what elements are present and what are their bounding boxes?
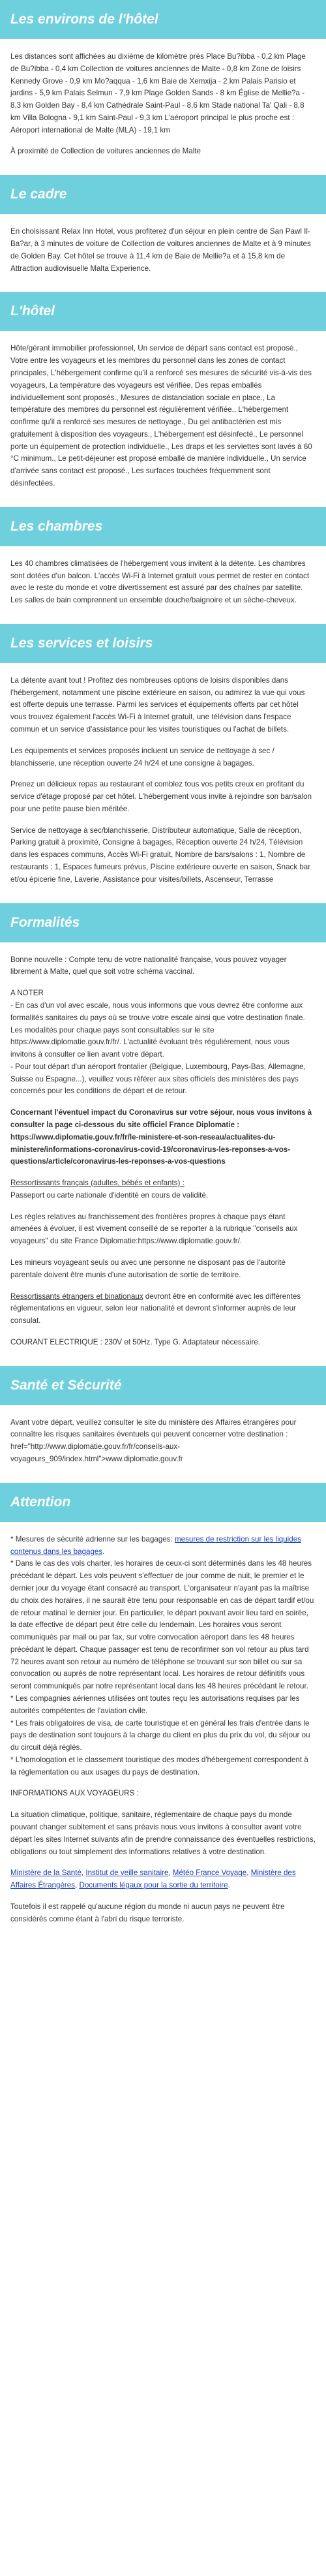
- section-content-environs: [0, 39, 326, 175]
- services-paragraph-2: Les équipements et services proposés incluent un service de nettoyage à sec / blanchisserie, une réception ouverte 24 h/24 et une consigne à bagages.: [10, 746, 274, 768]
- info-voyageurs-text: La situation climatique, politique, sanitaire, réglementaire de chaque pays du monde pouvant changer subitement et sans préavis nous vous invitons à consulter avant votre départ les sites Internet suivants afin de prendre connaissance des éventuelles restrictions, obligations ou tout simplement des informations relatives à votre destination.: [10, 1810, 316, 1856]
- formalites-paragraph-4: - Pour tout départ d'un aéroport frontalier (Belgique, Luxembourg, Pays-Bas, Allemagne, Suisse ou Espagne...), veuillez vous référer aux sites officiels des ministères des pays concernés pour les conditions de départ et de retour.: [10, 1062, 306, 1096]
- section-cadre: [0, 175, 326, 292]
- formalites-paragraph-3: Les modalités pour chaque pays sont consultables sur le site https://www.diplomatie.gouv.fr/fr/. L'actualité évoluant très régulièrement, nous vous invitons à consulter ce lien avant votre départ.: [10, 1025, 289, 1059]
- attention-item-3: * Les compagnies aériennes utilisées ont toutes reçu les autorisations requises par les autorités compétentes de l'aviation civile.: [10, 1694, 300, 1715]
- link-separator: ,: [81, 1869, 86, 1878]
- formalites-ressortissants-francais: Ressortissants français (adultes, bébés et enfants) :: [10, 1179, 185, 1188]
- info-links: [10, 1867, 316, 1892]
- section-title-attention: Attention: [0, 1483, 326, 1522]
- section-content-sante: [0, 1405, 326, 1483]
- section-content-formalites: [0, 942, 326, 1366]
- environs-footer: À proximité de Collection de voitures anciennes de Malte: [10, 147, 201, 156]
- hotel-text: Hôte/gérant immobilier professionnel, Un service de départ sans contact est proposé., Votre entre les voyageurs et les membres du personnel dans les zones de contact principales, L'hébergement confirme qu'il a renforcé ses mesures de sécurité vis-à-vis des voyageurs, La température des voyageurs est vérifiée, Des repas emballés individuellement sont proposés., Mesures de distanciation sociale en place., La température des membres du personnel est régulièrement vérifiée., L'hébergement confirme qu'il a renforcé ses mesures de nettoyage., Du gel antibactérien est mis gratuitement à disposition des voyageurs., L'hébergement est désinfecté., Le personnel porte un équipement de protection individuelle., Les draps et les serviettes sont lavés à 60 °C minimum., Le petit-déjeuner est proposé emballé de manière individuelle., Un service d'arrivée sans contact est proposé., Les surfaces touchées fréquemment sont désinfectées.: [10, 344, 312, 488]
- formalites-courant-electrique: COURANT ELECTRIQUE : 230V et 50Hz. Type G. Adaptateur nécessaire.: [10, 1337, 260, 1346]
- formalites-covid-notice: Concernant l'éventuel impact du Coronavirus sur votre séjour, nous vous invitons à consulter la page ci-dessous du site officiel France Diplomatie : https://www.diplomatie.gouv.fr/fr/le-ministere-et-son-reseau/actualites-du-ministere/informations-coronavirus-covid-19/coronavirus-les-reponses-a-vos-questions/article/coronavirus-les-reponses-a-vos-questions: [10, 1108, 312, 1166]
- section-formalites: [0, 903, 326, 1366]
- section-title-chambres: Les chambres: [0, 507, 326, 546]
- attention-item-4: * Les frais obligatoires de visa, de carte touristique et en général les frais d'entrée dans le pays de destination sont toujours à la charge du client en plus du prix du vol, du séjour ou du circuit déjà réglés.: [10, 1718, 310, 1752]
- section-sante: [0, 1366, 326, 1483]
- formalites-note-heading: A NOTER: [10, 989, 44, 998]
- section-title-formalites: Formalités: [0, 903, 326, 942]
- liquids-restriction-link[interactable]: mesures de restriction sur les liquides contenus dans les bagages: [10, 1534, 301, 1556]
- terrorism-notice: Toutefois il est rappelé qu'aucune région du monde ni aucun pays ne peuvent être considérés comme étant à l'abri du risque terroriste.: [10, 1902, 285, 1923]
- link-affaires-etrangeres[interactable]: Ministère des Affaires Étrangères: [10, 1869, 296, 1890]
- attention-item-1: [10, 1534, 316, 1559]
- formalites-paragraph-6: Les règles relatives au franchissement des frontières propres à chaque pays étant amenées à évoluer, il est vivement conseillé de se reporter à la rubrique "conseils aux voyageurs" du site France Diplomatie:https://www.diplomatie.gouv.fr/.: [10, 1212, 298, 1246]
- cadre-text: En choisissant Relax Inn Hotel, vous profiterez d'un séjour en plein centre de San Pawl Il-Ba?ar, à 3 minutes de voiture de Collection de voitures anciennes de Malte et à 9 minutes de Golden Bay. Cet hôtel se trouve à 11,4 km de Baie de Mellie?a et à 15,8 km de Attraction audiovisuelle Malta Experience.: [10, 227, 311, 273]
- link-meteo-france[interactable]: Météo France Voyage: [172, 1869, 247, 1878]
- section-title-services: Les services et loisirs: [0, 624, 326, 663]
- services-paragraph-1: La détente avant tout ! Profitez des nombreuses options de loisirs disponibles dans l'hébergement, notamment une piscine extérieure en saison, ou admirez la vue qui vous est offerte depuis une terrasse. Parmi les services et équipements offerts par cet hôtel vous trouvez également l'accès Wi-Fi à Internet gratuit, une télévision dans l'espace commun et un service d'assistance pour les visites touristiques ou l'achat de billets.: [10, 675, 305, 734]
- formalites-paragraph-8: [10, 1291, 316, 1327]
- link-separator: ,: [168, 1869, 173, 1878]
- section-hotel: [0, 292, 326, 506]
- section-content-chambres: [0, 546, 326, 624]
- attention-item-2: * Dans le cas des vols charter, les horaires de ceux-ci sont déterminés dans les 48 heures précédant le départ. Les vols peuvent s'effectuer de jour comme de nuit, le premier et le dernier jour du voyage étant consacré au transport. L'organisateur n'ayant pas la maîtrise du choix des horaires, il ne saurait être tenu pour responsable en cas de départ tardif et/ou de retour matinal le dernier jour. En particulier, le départ pouvant avoir lieu tard en soirée, la date effective de départ peut être celle du lendemain. Les horaires vous seront communiqués par mail ou par fax, sur votre convocation aéroport dans les 48 heures précédant le départ. Chaque passager est tenu de reconfirmer son vol retour au plus tard 72 heures avant son retour au numéro de téléphone se trouvant sur son billet ou sur sa convocation ou auprès de notre représentant local. Les horaires de retour définitifs vous seront communiqués par notre représentant local dans les 48 heures précédant le retour.: [10, 1559, 314, 1691]
- link-separator: ,: [246, 1869, 251, 1878]
- formalites-paragraph-7: Les mineurs voyageant seuls ou avec une personne ne disposant pas de l'autorité parentale doivent être munis d'une autorisation de sortie de territoire.: [10, 1258, 286, 1279]
- section-attention: [0, 1483, 326, 1943]
- attention-item-1-text: * Mesures de sécurité adrienne sur les bagages:: [10, 1534, 175, 1544]
- section-content-attention: [0, 1522, 326, 1943]
- attention-item-1-end: .: [102, 1547, 105, 1556]
- info-voyageurs-heading: INFORMATIONS AUX VOYAGEURS :: [10, 1789, 139, 1798]
- section-environs: [0, 0, 326, 175]
- link-veille-sanitaire[interactable]: Institut de veille sanitaire: [85, 1869, 169, 1878]
- section-title-cadre: Le cadre: [0, 175, 326, 214]
- services-paragraph-4: Service de nettoyage à sec/blanchisserie, Distributeur automatique, Salle de réception, Parking gratuit à proximité, Consigne à bagages, Réception ouverte 24 h/24, Télévision dans les espaces communs, Accès Wi-Fi gratuit, Nombre de bars/salons : 1, Nombre de restaurants : 1, Espaces fumeurs prévus, Piscine extérieure ouverte en saison, Snack bar et/ou épicerie fine, Laverie, Assistance pour visites/billets, Ascenseur, Terrasse: [10, 826, 311, 884]
- section-services: [0, 624, 326, 903]
- section-title-environs: Les environs de l'hôtel: [0, 0, 326, 39]
- link-separator: ,: [75, 1881, 80, 1890]
- section-content-services: [0, 663, 326, 903]
- attention-item-5: * L'homologation et le classement touristique des modes d'hébergement correspondent à la réglementation ou aux usages du pays de destination.: [10, 1755, 308, 1777]
- link-ministere-sante[interactable]: Ministère de la Santé: [10, 1869, 82, 1878]
- services-paragraph-3: Prenez un délicieux repas au restaurant et comblez tous vos petits creux en profitant du service d'étage proposé par cet hôtel. L'hébergement vous invite à rejoindre son bar/salon pour une petite pause bien méritée.: [10, 780, 312, 813]
- formalites-paragraph-5: Passeport ou carte nationale d'identité en cours de validité.: [10, 1190, 209, 1200]
- formalites-ressortissants-etrangers: Ressortissants étrangers et binationaux: [10, 1292, 143, 1301]
- formalites-paragraph-8-text: devront être en conformité avec les différentes réglementations en vigueur, selon leur nationalité et devront s'informer auprès de leur consulat.: [10, 1292, 301, 1326]
- section-content-hotel: [0, 331, 326, 506]
- formalites-paragraph-2: - En cas d'un vol avec escale, nous vous informons que vous devrez être conforme aux formalités sanitaires du pays où se trouve votre escale ainsi que votre destination finale.: [10, 1001, 305, 1022]
- chambres-text: Les 40 chambres climatisées de l'hébergement vous invitent à la détente. Les chambres sont dotées d'un balcon. L'accès Wi-Fi à Internet gratuit vous permet de rester en contact avec le reste du monde et votre divertissement est assuré par des chaînes par satellite. Les salles de bain comprennent un ensemble douche/baignoire et un sèche-cheveux.: [10, 559, 310, 605]
- link-documents-legaux[interactable]: Documents légaux pour la sortie du territoire: [79, 1881, 228, 1890]
- link-end: .: [228, 1881, 230, 1890]
- section-chambres: [0, 507, 326, 624]
- section-content-cadre: [0, 214, 326, 292]
- formalites-paragraph-1: Bonne nouvelle : Compte tenu de votre nationalité française, vous pouvez voyager librement à Malte, quel que soit votre schéma vaccinal.: [10, 955, 287, 976]
- environs-text: Les distances sont affichées au dixième de kilomètre près Place Bu?ibba - 0,2 km Plage de Bu?ibba - 0,4 km Collection de voitures anciennes de Malte - 0,8 km Zone de loisirs Kennedy Grove - 0,9 km Mo?aqqua - 1,6 km Baie de Xemxija - 2 km Palais Parisio et jardins - 5,9 km Palais Selmun - 7,9 km Plage Golden Sands - 8 km Église de Mellie?a - 8,3 km Golden Bay - 8,4 km Cathédrale Saint-Paul - 8,6 km Stade national Ta' Qali - 8,8 km Villa Bologna - 9,1 km Saint-Paul - 9,3 km L'aéroport principal le plus proche est : Aéroport international de Malte (MLA) - 19,1 km: [10, 52, 306, 134]
- section-title-hotel: L'hôtel: [0, 292, 326, 331]
- sante-text: Avant votre départ, veuillez consulter le site du ministère des Affaires étrangères pour connaître les risques sanitaires éventuels qui peuvent concerner votre destination : href="http://www.diplomatie.gouv.fr/fr/conseils-aux-voyageurs_909/index.html">www.diplomatie.gouv.fr: [10, 1418, 297, 1464]
- section-title-sante: Santé et Sécurité: [0, 1366, 326, 1405]
